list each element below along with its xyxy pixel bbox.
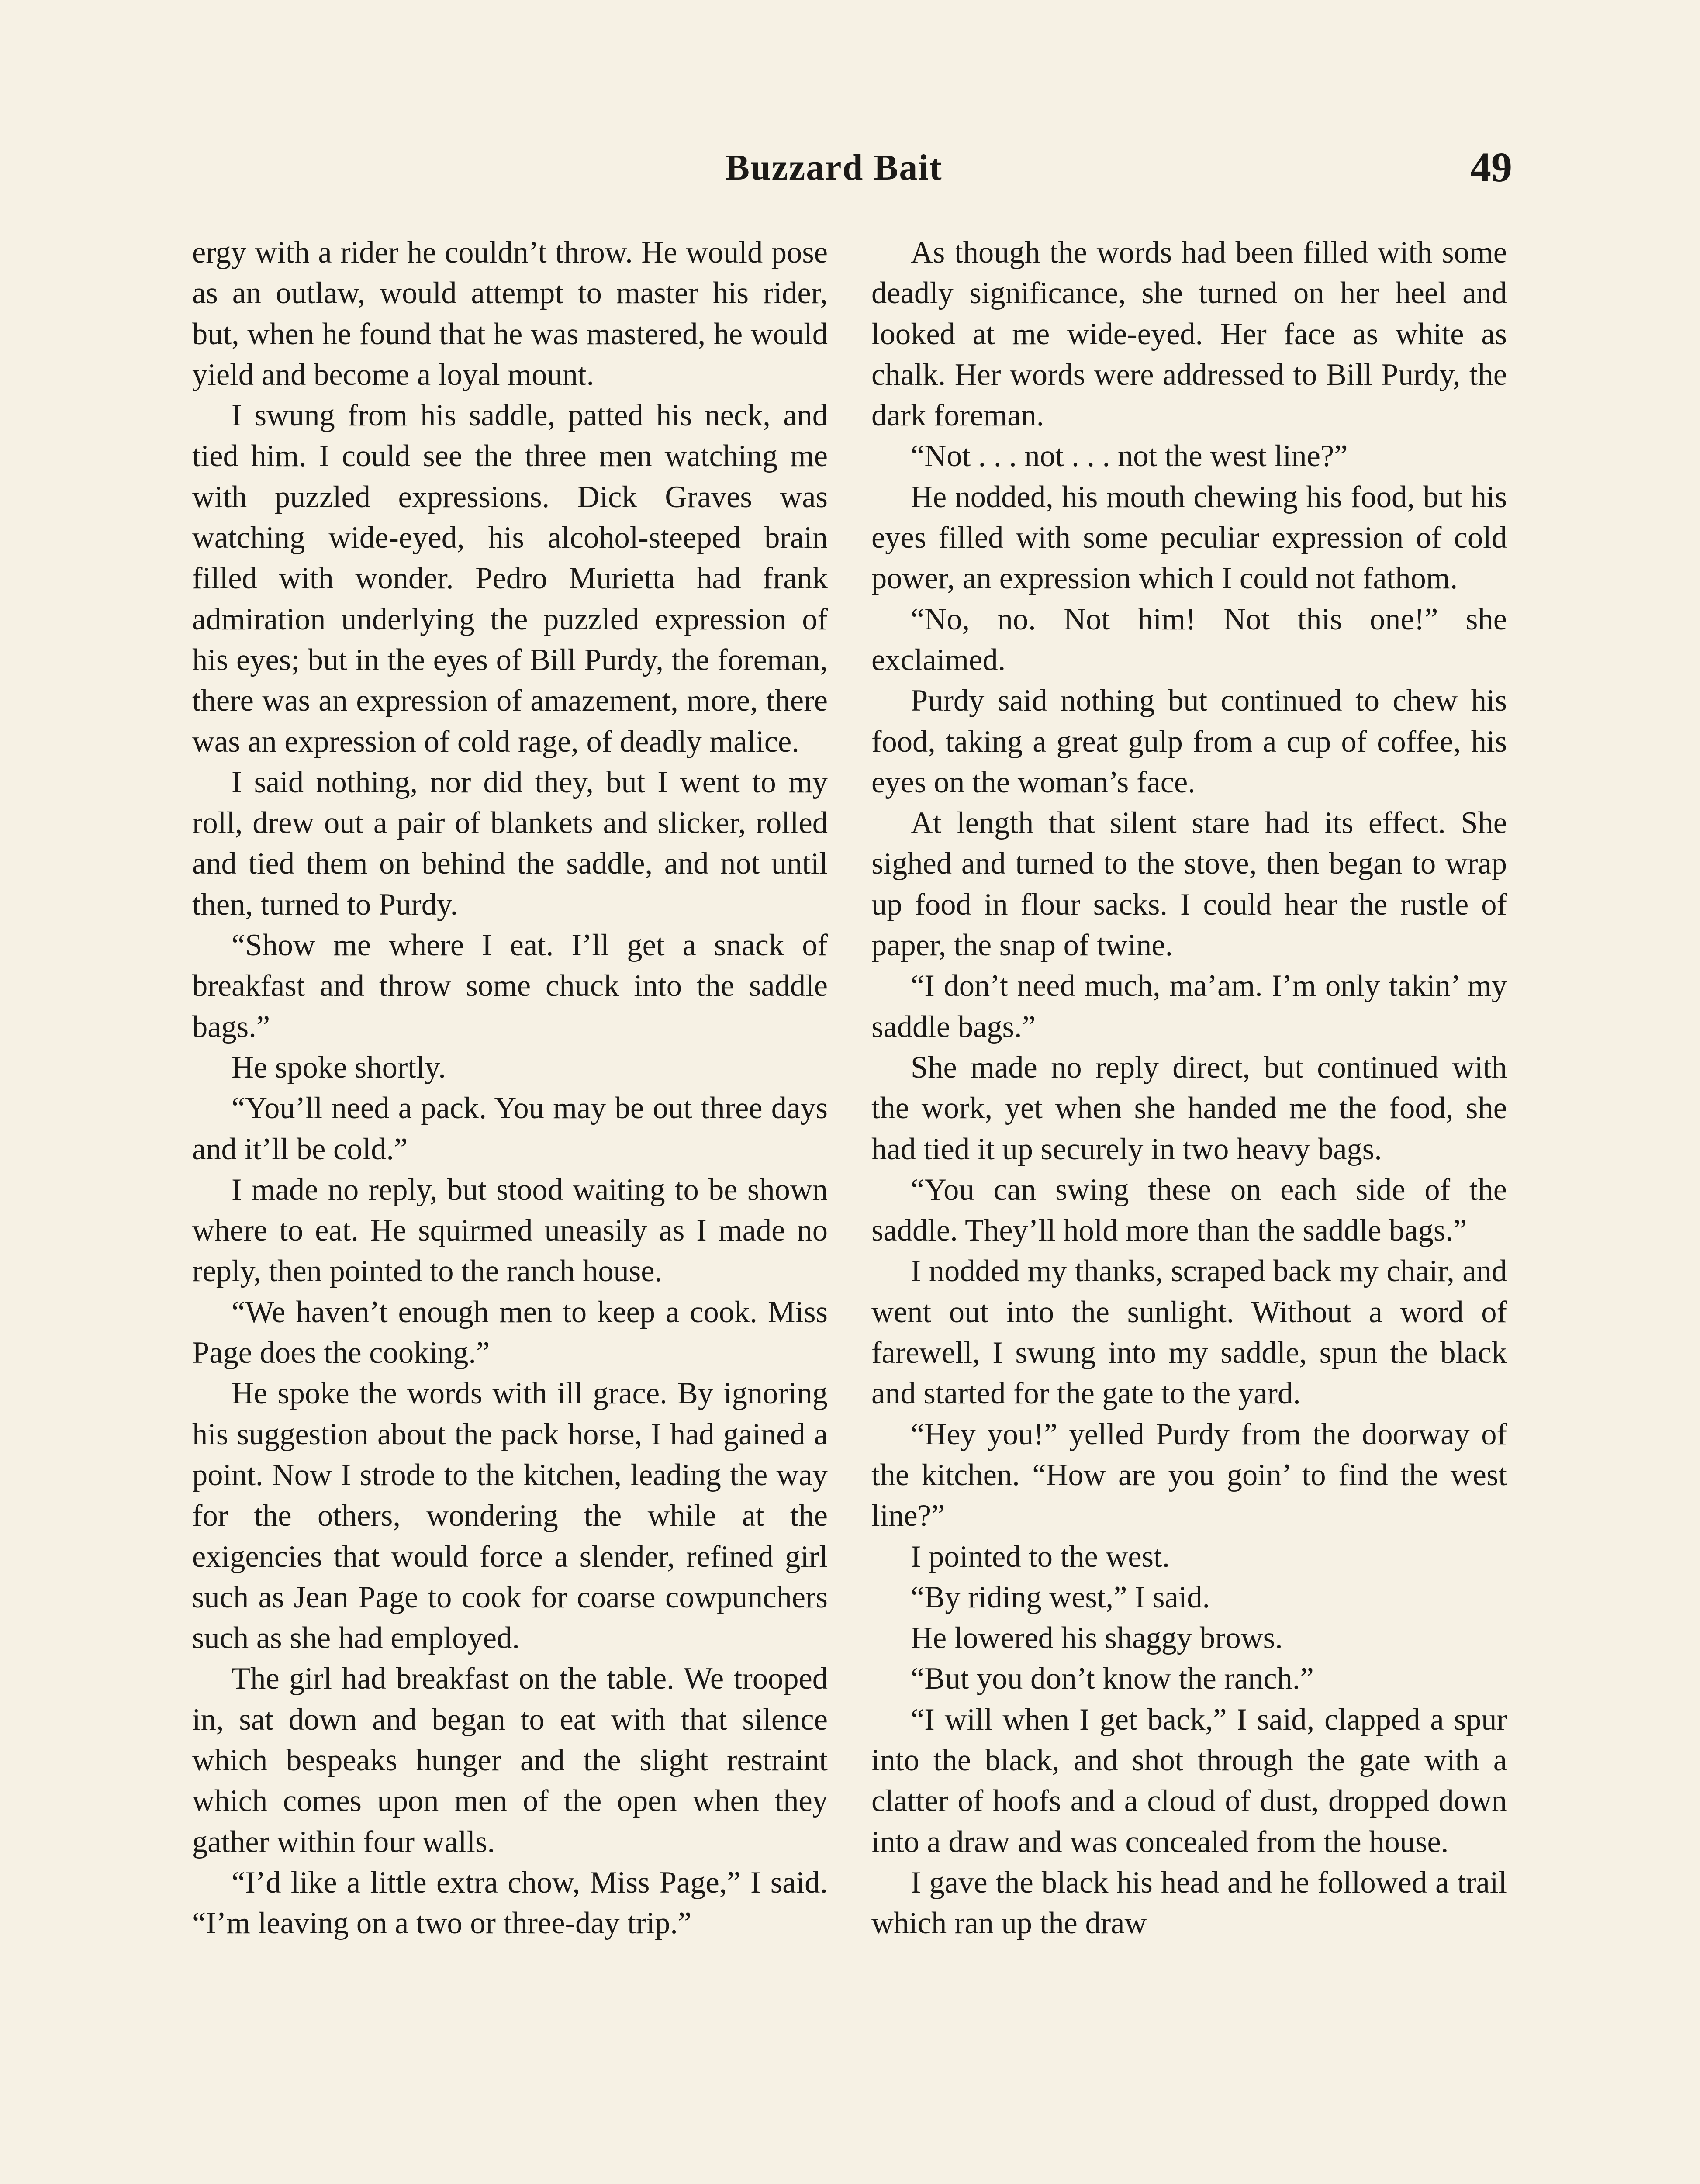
paragraph: He spoke shortly. [232, 1050, 446, 1085]
paragraph: As though the words had been filled with some deadly significance, she turned on her heel and looked at me wide-eyed. Her face as white as chalk. Her words were addressed to Bill Purdy, the dark foreman. [871, 235, 1507, 433]
paragraph: I gave the black his head and he followed a trail which ran up the draw [871, 1865, 1507, 1941]
left-text-column [192, 232, 828, 1944]
paragraph: He spoke the words with ill grace. By ignoring his suggestion about the pack horse, I had gained a point. Now I strode to the kitchen, leading the way for the others, wondering the while at the exigencies that would force a slender, refined girl such as Jean Page to cook for coarse cowpunchers such as she had employed. [192, 1376, 828, 1655]
paragraph: I said nothing, nor did they, but I went to my roll, drew out a pair of blankets and slicker, rolled and tied them on behind the saddle, and not until then, turned to Purdy. [192, 765, 828, 922]
paragraph: “I don’t need much, ma’am. I’m only takin’ my saddle bags.” [871, 969, 1507, 1044]
paragraph: At length that silent stare had its effect. She sighed and turned to the stove, then began to wrap up food in flour sacks. I could hear the rustle of paper, the snap of twine. [871, 806, 1507, 963]
paragraph: He nodded, his mouth chewing his food, but his eyes filled with some peculiar expression of cold power, an expression which I could not fathom. [871, 480, 1507, 596]
paragraph: “Not . . . not . . . not the west line?” [911, 439, 1348, 473]
paragraph: She made no reply direct, but continued with the work, yet when she handed me the food, she had tied it up securely in two heavy bags. [871, 1050, 1507, 1166]
paragraph: “You can swing these on each side of the saddle. They’ll hold more than the saddle bags.” [871, 1172, 1507, 1248]
running-title: Buzzard Bait [725, 147, 943, 188]
paragraph: Purdy said nothing but continued to chew his food, taking a great gulp from a cup of coffee, his eyes on the woman’s face. [871, 684, 1507, 799]
paragraph: “You’ll need a pack. You may be out three days and it’ll be cold.” [192, 1091, 828, 1166]
paragraph: “We haven’t enough men to keep a cook. Miss Page does the cooking.” [192, 1295, 828, 1370]
paragraph: I pointed to the west. [911, 1539, 1170, 1574]
paragraph: I made no reply, but stood waiting to be shown where to eat. He squirmed uneasily as I made no reply, then pointed to the ranch house. [192, 1172, 828, 1289]
paragraph: “Show me where I eat. I’ll get a snack of breakfast and throw some chuck into the saddle bags.” [192, 928, 828, 1044]
running-header [0, 146, 1700, 203]
paragraph: I nodded my thanks, scraped back my chair, and went out into the sunlight. Without a word of farewell, I swung into my saddle, spun the black and started for the gate to the yard. [871, 1254, 1507, 1411]
paragraph: The girl had breakfast on the table. We trooped in, sat down and began to eat with that silence which bespeaks hunger and the slight restraint which comes upon men of the open when they gather within four walls. [192, 1662, 828, 1859]
paragraph: “I’d like a little extra chow, Miss Page,” I said. “I’m leaving on a two or three-day trip.” [192, 1865, 828, 1941]
right-text-column [871, 232, 1507, 1944]
page-number: 49 [1470, 144, 1512, 190]
paragraph: “By riding west,” I said. [911, 1580, 1210, 1614]
paragraph: “I will when I get back,” I said, clapped a spur into the black, and shot through the gate with a clatter of hoofs and a cloud of dust, dropped down into a draw and was concealed from the house. [871, 1702, 1507, 1859]
paragraph: I swung from his saddle, patted his neck, and tied him. I could see the three men watching me with puzzled expressions. Dick Graves was watching wide-eyed, his alcohol-steeped brain filled with wonder. Pedro Murietta had frank admiration underlying the puzzled expression of his eyes; but in the eyes of Bill Purdy, the foreman, there was an expression of amazement, more, there was an expression of cold rage, of deadly malice. [192, 398, 828, 759]
paragraph: ergy with a rider he couldn’t throw. He would pose as an outlaw, would attempt to master his rider, but, when he found that he was mastered, he would yield and become a loyal mount. [192, 235, 828, 392]
paragraph: “No, no. Not him! Not this one!” she exclaimed. [871, 602, 1507, 677]
paragraph: He lowered his shaggy brows. [911, 1621, 1283, 1655]
paragraph: “But you don’t know the ranch.” [911, 1662, 1314, 1696]
paragraph: “Hey you!” yelled Purdy from the doorway of the kitchen. “How are you goin’ to find the west line?” [871, 1417, 1507, 1533]
